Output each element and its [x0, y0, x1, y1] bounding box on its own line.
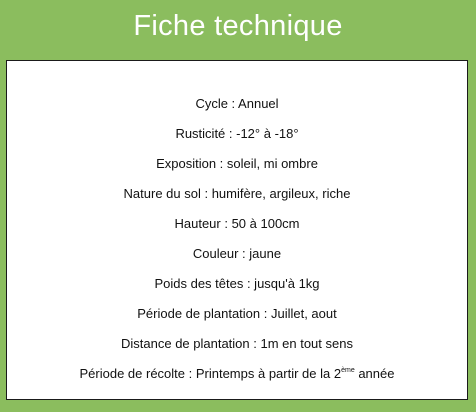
- spec-distance-plantation: Distance de plantation : 1m en tout sens: [121, 336, 353, 351]
- spec-poids-tetes: Poids des têtes : jusqu'à 1kg: [154, 276, 320, 291]
- spec-rusticite: Rusticité : -12° à -18°: [175, 126, 299, 141]
- spec-periode-plantation: Période de plantation : Juillet, aout: [137, 306, 337, 321]
- spec-periode-recolte-text: Période de récolte : Printemps à partir de la 2: [79, 366, 342, 381]
- spec-exposition: Exposition : soleil, mi ombre: [156, 156, 318, 171]
- spec-periode-recolte: [7, 366, 467, 381]
- spec-periode-recolte-sup: ème: [341, 367, 355, 374]
- spec-couleur: Couleur : jaune: [192, 246, 282, 261]
- spec-card: [6, 60, 468, 400]
- spec-hauteur: Hauteur : 50 à 100cm: [174, 216, 300, 231]
- spec-nature-sol: Nature du sol : humifère, argileux, riche: [123, 186, 351, 201]
- spec-cycle: Cycle : Annuel: [195, 96, 279, 111]
- spec-periode-recolte-suffix: année: [354, 366, 395, 381]
- page-title: Fiche technique: [133, 9, 343, 42]
